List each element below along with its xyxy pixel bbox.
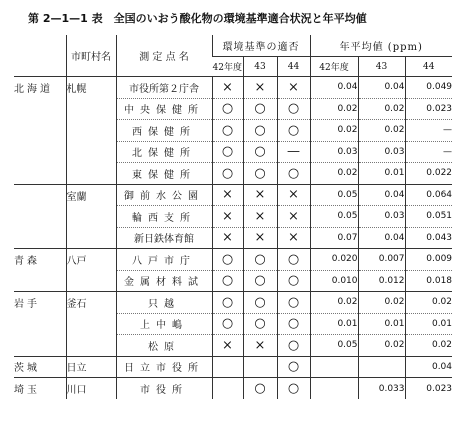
- std-cell: ○: [212, 249, 243, 271]
- city-cell: [66, 120, 116, 142]
- std-cell: ×: [243, 206, 277, 228]
- header-row-1: [14, 35, 452, 57]
- std-cell: ×: [243, 335, 277, 357]
- avg-cell: 0.02: [405, 335, 452, 357]
- std-cell: ×: [277, 227, 310, 249]
- header-city: 市町村名: [66, 35, 116, 77]
- table-body: [14, 77, 452, 400]
- std-cell: ○: [277, 313, 310, 335]
- site-name-cell: 上中嶋: [116, 313, 212, 335]
- header-std-group: 環境基準の適否: [212, 35, 310, 57]
- avg-cell: 0.03: [310, 141, 358, 163]
- avg-cell: 0.018: [405, 270, 452, 292]
- site-name-cell: 輪西支所: [116, 206, 212, 228]
- std-cell: ○: [212, 98, 243, 120]
- avg-cell: 0.03: [358, 141, 405, 163]
- header-year-cell: 43: [243, 57, 277, 77]
- avg-cell: —: [405, 120, 452, 142]
- city-cell: [66, 335, 116, 357]
- std-cell: ×: [277, 206, 310, 228]
- table-row: [14, 335, 452, 357]
- avg-cell: 0.02: [310, 163, 358, 185]
- prefecture-cell: [14, 184, 66, 206]
- std-cell: ○: [277, 378, 310, 400]
- avg-cell: 0.012: [358, 270, 405, 292]
- avg-cell: 0.020: [310, 249, 358, 271]
- site-name-cell: 新日鉄体育館: [116, 227, 212, 249]
- std-cell: —: [277, 141, 310, 163]
- avg-cell: 0.04: [405, 356, 452, 378]
- header-site: 測 定 点 名: [116, 35, 212, 77]
- prefecture-cell: [14, 335, 66, 357]
- prefecture-cell: [14, 227, 66, 249]
- avg-cell: 0.01: [358, 313, 405, 335]
- city-cell: [66, 270, 116, 292]
- header-year-cell: 42年度: [212, 57, 243, 77]
- avg-cell: 0.010: [310, 270, 358, 292]
- prefecture-cell: 北海道: [14, 77, 66, 99]
- avg-cell: 0.01: [405, 313, 452, 335]
- site-name-cell: 御前水公園: [116, 184, 212, 206]
- avg-cell: [358, 356, 405, 378]
- table-row: [14, 98, 452, 120]
- avg-cell: 0.02: [358, 120, 405, 142]
- std-cell: ○: [277, 335, 310, 357]
- avg-cell: 0.02: [310, 292, 358, 314]
- avg-cell: 0.023: [405, 378, 452, 400]
- std-cell: ×: [212, 206, 243, 228]
- prefecture-cell: [14, 163, 66, 185]
- avg-cell: 0.03: [358, 206, 405, 228]
- std-cell: [212, 378, 243, 400]
- avg-cell: 0.02: [358, 335, 405, 357]
- table-row: [14, 77, 452, 99]
- table-row: [14, 292, 452, 314]
- table-row: [14, 227, 452, 249]
- avg-cell: 0.01: [358, 163, 405, 185]
- avg-cell: 0.023: [405, 98, 452, 120]
- site-name-cell: 市役所: [116, 378, 212, 400]
- avg-cell: 0.009: [405, 249, 452, 271]
- std-cell: ○: [277, 292, 310, 314]
- std-cell: ○: [277, 249, 310, 271]
- std-cell: ×: [243, 77, 277, 99]
- prefecture-cell: [14, 120, 66, 142]
- city-cell: [66, 98, 116, 120]
- std-cell: ×: [212, 184, 243, 206]
- prefecture-cell: [14, 206, 66, 228]
- site-name-cell: 北保健所: [116, 141, 212, 163]
- std-cell: ×: [243, 227, 277, 249]
- avg-cell: 0.033: [358, 378, 405, 400]
- std-cell: ○: [212, 270, 243, 292]
- city-cell: [66, 163, 116, 185]
- site-name-cell: 市役所第２庁舎: [116, 77, 212, 99]
- city-cell: [66, 227, 116, 249]
- std-cell: ×: [277, 184, 310, 206]
- table-caption: 第 2—1—1 表 全国のいおう酸化物の環境基準適合状況と年平均値: [28, 12, 367, 25]
- avg-cell: 0.043: [405, 227, 452, 249]
- header-pref: [14, 35, 66, 77]
- avg-cell: [310, 356, 358, 378]
- city-cell: [66, 313, 116, 335]
- sox-table: [14, 35, 452, 399]
- avg-cell: 0.04: [358, 227, 405, 249]
- std-cell: ○: [212, 120, 243, 142]
- avg-cell: 0.049: [405, 77, 452, 99]
- prefecture-cell: 茨城: [14, 356, 66, 378]
- prefecture-cell: [14, 98, 66, 120]
- std-cell: ○: [243, 249, 277, 271]
- table-row: [14, 270, 452, 292]
- avg-cell: 0.05: [310, 335, 358, 357]
- city-cell: [66, 141, 116, 163]
- avg-cell: 0.04: [358, 77, 405, 99]
- site-name-cell: 東保健所: [116, 163, 212, 185]
- std-cell: ×: [277, 77, 310, 99]
- table-row: [14, 120, 452, 142]
- avg-cell: 0.02: [310, 120, 358, 142]
- avg-cell: 0.07: [310, 227, 358, 249]
- header-year-cell: 43: [358, 57, 405, 77]
- avg-cell: 0.051: [405, 206, 452, 228]
- prefecture-cell: 埼玉: [14, 378, 66, 400]
- header-year-cell: 44: [405, 57, 452, 77]
- table-row: [14, 141, 452, 163]
- city-cell: 八戸: [66, 249, 116, 271]
- std-cell: ×: [243, 184, 277, 206]
- std-cell: ○: [212, 292, 243, 314]
- table-row: [14, 184, 452, 206]
- header-year-cell: 44: [277, 57, 310, 77]
- std-cell: ○: [243, 313, 277, 335]
- site-name-cell: 只越: [116, 292, 212, 314]
- table-row: [14, 249, 452, 271]
- city-cell: 釜石: [66, 292, 116, 314]
- std-cell: ○: [277, 270, 310, 292]
- std-cell: ○: [243, 292, 277, 314]
- table-row: [14, 206, 452, 228]
- city-cell: [66, 206, 116, 228]
- table-row: [14, 313, 452, 335]
- avg-cell: 0.007: [358, 249, 405, 271]
- std-cell: ○: [277, 120, 310, 142]
- std-cell: ○: [277, 98, 310, 120]
- city-cell: 川口: [66, 378, 116, 400]
- avg-cell: 0.02: [358, 292, 405, 314]
- header-year-cell: 42年度: [310, 57, 358, 77]
- table-row: [14, 378, 452, 400]
- std-cell: ○: [243, 378, 277, 400]
- avg-cell: [310, 378, 358, 400]
- std-cell: [243, 356, 277, 378]
- std-cell: ×: [212, 227, 243, 249]
- avg-cell: 0.01: [310, 313, 358, 335]
- std-cell: ×: [212, 77, 243, 99]
- avg-cell: 0.02: [310, 98, 358, 120]
- std-cell: ○: [212, 141, 243, 163]
- avg-cell: 0.02: [358, 98, 405, 120]
- city-cell: 室蘭: [66, 184, 116, 206]
- site-name-cell: 八戸市庁: [116, 249, 212, 271]
- city-cell: 日立: [66, 356, 116, 378]
- site-name-cell: 日立市役所: [116, 356, 212, 378]
- prefecture-cell: 岩手: [14, 292, 66, 314]
- site-name-cell: 松原: [116, 335, 212, 357]
- site-name-cell: 西保健所: [116, 120, 212, 142]
- std-cell: ○: [243, 120, 277, 142]
- std-cell: ○: [277, 356, 310, 378]
- city-cell: 札幌: [66, 77, 116, 99]
- prefecture-cell: 青森: [14, 249, 66, 271]
- std-cell: ○: [243, 98, 277, 120]
- std-cell: ○: [277, 163, 310, 185]
- std-cell: ○: [243, 270, 277, 292]
- prefecture-cell: [14, 313, 66, 335]
- avg-cell: —: [405, 141, 452, 163]
- std-cell: ○: [212, 313, 243, 335]
- table-row: [14, 163, 452, 185]
- avg-cell: 0.04: [358, 184, 405, 206]
- avg-cell: 0.04: [310, 77, 358, 99]
- prefecture-cell: [14, 270, 66, 292]
- avg-cell: 0.02: [405, 292, 452, 314]
- site-name-cell: 金属材料試: [116, 270, 212, 292]
- std-cell: ○: [243, 141, 277, 163]
- avg-cell: 0.064: [405, 184, 452, 206]
- site-name-cell: 中央保健所: [116, 98, 212, 120]
- avg-cell: 0.022: [405, 163, 452, 185]
- std-cell: [212, 356, 243, 378]
- prefecture-cell: [14, 141, 66, 163]
- std-cell: ○: [243, 163, 277, 185]
- avg-cell: 0.05: [310, 184, 358, 206]
- std-cell: ○: [212, 163, 243, 185]
- header-avg-group: 年平均値 (ppm): [310, 35, 452, 57]
- table-row: [14, 356, 452, 378]
- avg-cell: 0.05: [310, 206, 358, 228]
- std-cell: ×: [212, 335, 243, 357]
